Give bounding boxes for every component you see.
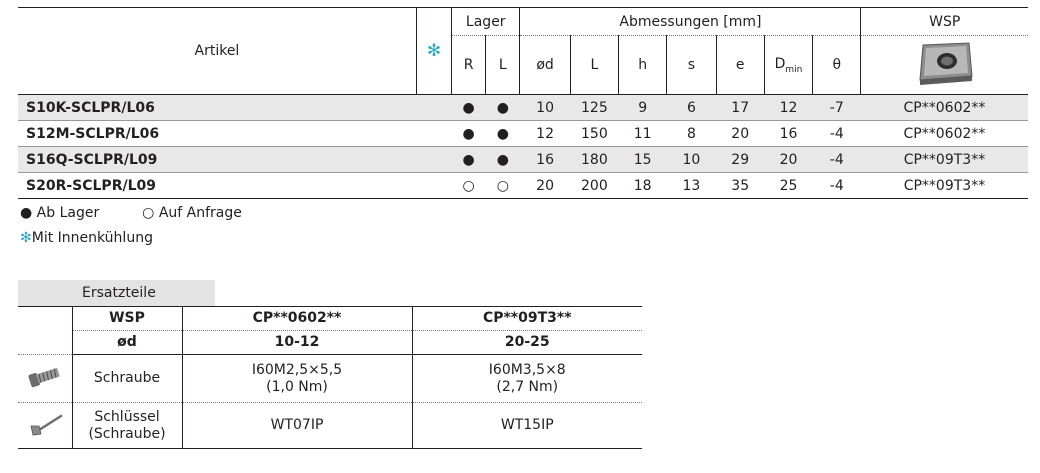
od-cell: 10 — [520, 95, 570, 121]
l-cell: ● — [486, 147, 520, 173]
dmin-cell: 16 — [764, 121, 812, 147]
wsp-cell: CP**0602** — [861, 121, 1028, 147]
od-cell: 16 — [520, 147, 570, 173]
dmin-cell: 20 — [764, 147, 812, 173]
spare-key-a: WT07IP — [182, 403, 412, 449]
theta-cell: -4 — [813, 173, 861, 199]
l-cell: ○ — [486, 173, 520, 199]
header-lager: Lager — [452, 8, 520, 36]
theta-cell: -7 — [813, 95, 861, 121]
od-cell: 20 — [520, 173, 570, 199]
spare-name-key — [72, 403, 182, 449]
header-e: e — [716, 36, 764, 95]
length-cell: 125 — [570, 95, 618, 121]
legend-stock — [20, 205, 242, 221]
artikel-cell: S16Q-SCLPR/L09 — [18, 147, 416, 173]
r-cell: ● — [452, 95, 486, 121]
dmin-cell: 25 — [764, 173, 812, 199]
h-cell: 11 — [619, 121, 667, 147]
artikel-cell: S10K-SCLPR/L06 — [18, 95, 416, 121]
key-image — [18, 403, 72, 449]
table-row — [18, 173, 1028, 199]
h-cell: 9 — [619, 95, 667, 121]
spare-wsp-a: CP**0602** — [182, 307, 412, 331]
l-cell: ● — [486, 95, 520, 121]
length-cell: 180 — [570, 147, 618, 173]
table-row — [18, 95, 1028, 121]
spare-screw-b — [412, 355, 642, 403]
header-dmin — [764, 36, 812, 95]
s-cell: 8 — [667, 121, 716, 147]
wsp-cell: CP**09T3** — [861, 173, 1028, 199]
filled-dot-icon: ● — [20, 205, 33, 221]
dmin-label: D — [774, 55, 786, 72]
insert-image — [861, 36, 1028, 95]
length-cell: 200 — [570, 173, 618, 199]
header-s: s — [667, 36, 716, 95]
table-row — [18, 121, 1028, 147]
e-cell: 29 — [716, 147, 764, 173]
spare-key-b: WT15IP — [412, 403, 642, 449]
product-table — [18, 7, 1028, 199]
header-od: ød — [520, 36, 570, 95]
spare-screw-a — [182, 355, 412, 403]
auf-anfrage-label: Auf Anfrage — [158, 205, 242, 221]
spare-od-a: 10-12 — [182, 331, 412, 355]
cooling-cell — [416, 173, 451, 199]
r-cell: ○ — [452, 173, 486, 199]
screw-b-torque: (2,7 Nm) — [496, 378, 559, 395]
e-cell: 35 — [716, 173, 764, 199]
e-cell: 17 — [716, 95, 764, 121]
innenkuehlung-label: Mit Innenkühlung — [31, 230, 153, 246]
spare-wsp-b: CP**09T3** — [412, 307, 642, 331]
cooling-cell — [416, 121, 451, 147]
length-cell: 150 — [570, 121, 618, 147]
spare-corner-cell — [18, 307, 72, 355]
screw-icon — [25, 361, 65, 391]
artikel-cell: S20R-SCLPR/L09 — [18, 173, 416, 199]
screw-name-label: Schraube — [93, 370, 161, 386]
r-cell: ● — [452, 121, 486, 147]
theta-cell: -4 — [813, 121, 861, 147]
od-cell: 12 — [520, 121, 570, 147]
cooling-snowflake-icon: ✻ — [416, 8, 451, 95]
header-theta: θ — [813, 36, 861, 95]
header-r: R — [452, 36, 486, 95]
header-l: L — [486, 36, 520, 95]
snowflake-icon: ✻ — [20, 230, 32, 246]
l-cell: ● — [486, 121, 520, 147]
spare-wsp-label: WSP — [72, 307, 182, 331]
ab-lager-label: Ab Lager — [36, 205, 100, 221]
ersatzteile-tab: Ersatzteile — [18, 280, 215, 306]
spare-parts-table — [18, 306, 642, 449]
spare-name-screw — [72, 355, 182, 403]
dmin-subscript: min — [785, 64, 803, 75]
screw-a-torque: (1,0 Nm) — [266, 378, 328, 395]
s-cell: 6 — [667, 95, 716, 121]
table-row — [18, 147, 1028, 173]
legend-cooling — [20, 230, 153, 246]
spare-od-b: 20-25 — [412, 331, 642, 355]
spare-row-key — [18, 403, 642, 449]
cooling-cell — [416, 147, 451, 173]
spare-row-screw — [18, 355, 642, 403]
insert-icon — [914, 40, 976, 86]
header-wsp: WSP — [861, 8, 1028, 36]
header-h: h — [619, 36, 667, 95]
open-dot-icon: ○ — [142, 205, 155, 221]
screw-b-spec: I60M3,5×8 — [488, 361, 566, 378]
header-abmessungen: Abmessungen [mm] — [520, 8, 861, 36]
key-name-sub: (Schraube) — [88, 425, 166, 442]
screw-a-spec: I60M2,5×5,5 — [251, 361, 343, 378]
h-cell: 15 — [619, 147, 667, 173]
s-cell: 13 — [667, 173, 716, 199]
screw-image — [18, 355, 72, 403]
header-artikel: Artikel — [18, 8, 416, 95]
header-length: L — [570, 36, 618, 95]
dmin-cell: 12 — [764, 95, 812, 121]
spare-od-label: ød — [72, 331, 182, 355]
artikel-cell: S12M-SCLPR/L06 — [18, 121, 416, 147]
s-cell: 10 — [667, 147, 716, 173]
cooling-cell — [416, 95, 451, 121]
e-cell: 20 — [716, 121, 764, 147]
key-icon — [25, 408, 65, 438]
wsp-cell: CP**0602** — [861, 95, 1028, 121]
h-cell: 18 — [619, 173, 667, 199]
r-cell: ● — [452, 147, 486, 173]
theta-cell: -4 — [813, 147, 861, 173]
key-name-label: Schlüssel — [94, 408, 160, 425]
wsp-cell: CP**09T3** — [861, 147, 1028, 173]
